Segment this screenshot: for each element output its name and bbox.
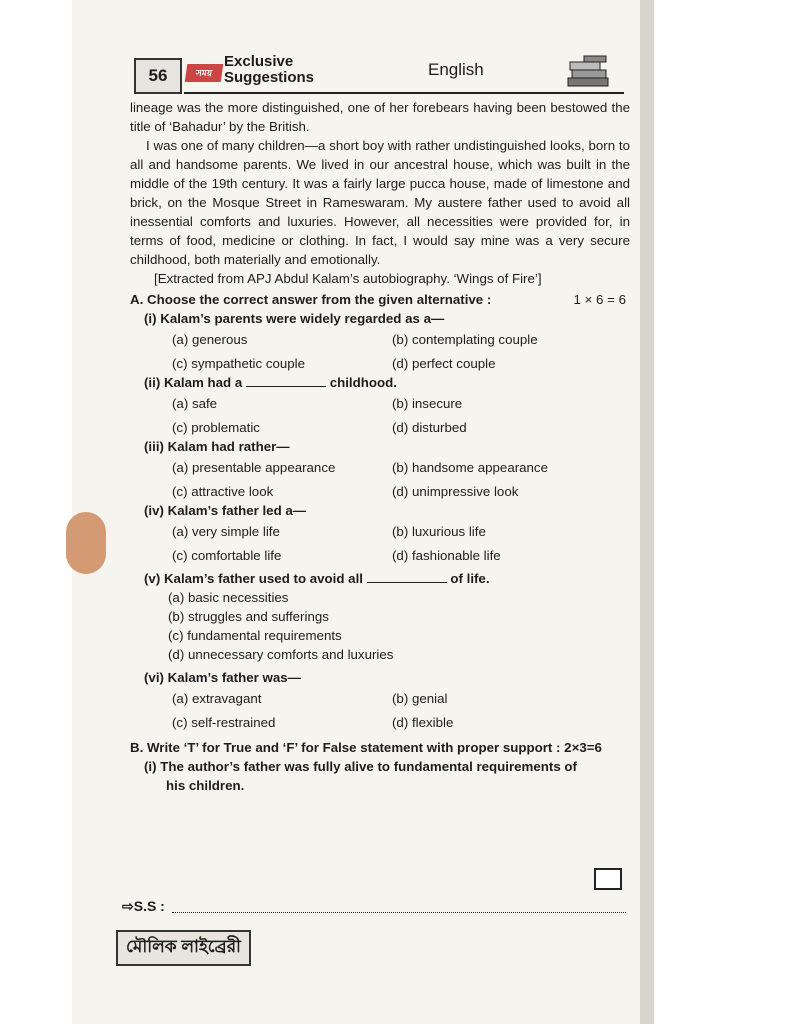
page-header <box>134 48 634 98</box>
answer-blank <box>246 374 326 387</box>
option-d: (d) unnecessary comforts and luxuries <box>168 647 394 662</box>
option-d: (d) fashionable life <box>392 548 501 563</box>
question-2-end: childhood. <box>329 375 397 390</box>
question-5-end: of life. <box>450 571 490 586</box>
option-c: (c) fundamental requirements <box>168 628 342 643</box>
brand-line-1: Exclusive <box>224 53 294 70</box>
brand-line-2: Suggestions <box>224 69 315 86</box>
publisher-logo: সময় <box>185 64 224 82</box>
page-number: 56 <box>134 58 182 94</box>
background-left <box>0 0 72 1024</box>
section-a-title: A. Choose the correct answer from the given alternative : <box>130 292 492 307</box>
option-b: (b) handsome appearance <box>392 460 548 475</box>
question-6-options <box>172 689 630 732</box>
option-d: (d) flexible <box>392 715 454 730</box>
question-2-start: (ii) Kalam had a <box>144 375 243 390</box>
question-1: (i) Kalam’s parents were widely regarded as a— <box>144 311 445 326</box>
question-2-options <box>172 394 630 437</box>
answer-blank <box>367 570 447 583</box>
option-d: (d) disturbed <box>392 420 467 435</box>
question-6: (vi) Kalam’s father was— <box>144 670 301 685</box>
option-b: (b) genial <box>392 691 448 706</box>
header-rule <box>184 92 624 94</box>
ss-answer-line[interactable] <box>172 912 626 913</box>
passage-paragraph-2: I was one of many children—a short boy with rather undistinguished looks, born to all and handsome parents. We lived in our ancestral house, which was built in the middle of the 19th century. It was a fairly large pucca house, made of limestone and brick, on the Mosque Street in Rameswaram. My austere father used to avoid all inessential comforts and luxuries. However, all necessities were provided for, in terms of food, medicine or clothing. In fact, I would say mine was a very secure childhood, both materially and emotionally. <box>130 138 630 267</box>
book-page <box>72 0 642 1024</box>
option-c: (c) comfortable life <box>172 548 282 563</box>
question-line-1: (i) The author’s father was fully alive to fundamental requirements of <box>144 759 577 774</box>
option-c: (c) attractive look <box>172 484 274 499</box>
question-3-options <box>172 458 630 501</box>
section-a-heading <box>130 290 630 309</box>
option-c: (c) sympathetic couple <box>172 356 306 371</box>
question-5 <box>144 569 630 588</box>
subject-title: English <box>428 60 484 79</box>
option-a: (a) basic necessities <box>168 590 289 605</box>
publisher-footer: মৌলিক লাইব্রেরী <box>116 930 251 966</box>
question-5-start: (v) Kalam’s father used to avoid all <box>144 571 363 586</box>
option-c: (c) self-restrained <box>172 715 276 730</box>
question-3: (iii) Kalam had rather— <box>144 439 290 454</box>
option-a: (a) extravagant <box>172 691 262 706</box>
question-line-2: his children. <box>166 778 245 793</box>
true-false-answer-box[interactable] <box>594 868 622 890</box>
question-2 <box>144 373 630 392</box>
option-a: (a) presentable appearance <box>172 460 336 475</box>
option-a: (a) generous <box>172 332 248 347</box>
option-a: (a) very simple life <box>172 524 280 539</box>
question-5-options <box>168 588 630 664</box>
books-icon <box>564 54 614 90</box>
brand-title <box>224 54 314 86</box>
ss-label: ⇨S.S : <box>122 898 165 914</box>
option-b: (b) luxurious life <box>392 524 486 539</box>
option-d: (d) unimpressive look <box>392 484 519 499</box>
page-edge <box>640 0 654 1024</box>
option-d: (d) perfect couple <box>392 356 496 371</box>
thumb <box>66 512 106 574</box>
page-content <box>130 98 630 795</box>
option-b: (b) insecure <box>392 396 463 411</box>
section-a-marks: 1 × 6 = 6 <box>573 292 626 307</box>
question-4-options <box>172 522 630 565</box>
option-b: (b) contemplating couple <box>392 332 538 347</box>
section-b-question-1 <box>144 757 630 795</box>
extract-source: [Extracted from APJ Abdul Kalam’s autobiography. ‘Wings of Fire’] <box>154 271 542 286</box>
option-b: (b) struggles and sufferings <box>168 609 329 624</box>
option-c: (c) problematic <box>172 420 260 435</box>
section-b-heading: B. Write ‘T’ for True and ‘F’ for False statement with proper support : 2×3=6 <box>130 740 602 755</box>
question-1-options <box>172 330 630 373</box>
option-a: (a) safe <box>172 396 218 411</box>
question-4: (iv) Kalam’s father led a— <box>144 503 307 518</box>
passage-paragraph-1: lineage was the more distinguished, one of her forebears having been bestowed the title of ‘Bahadur’ by the British. <box>130 100 630 134</box>
